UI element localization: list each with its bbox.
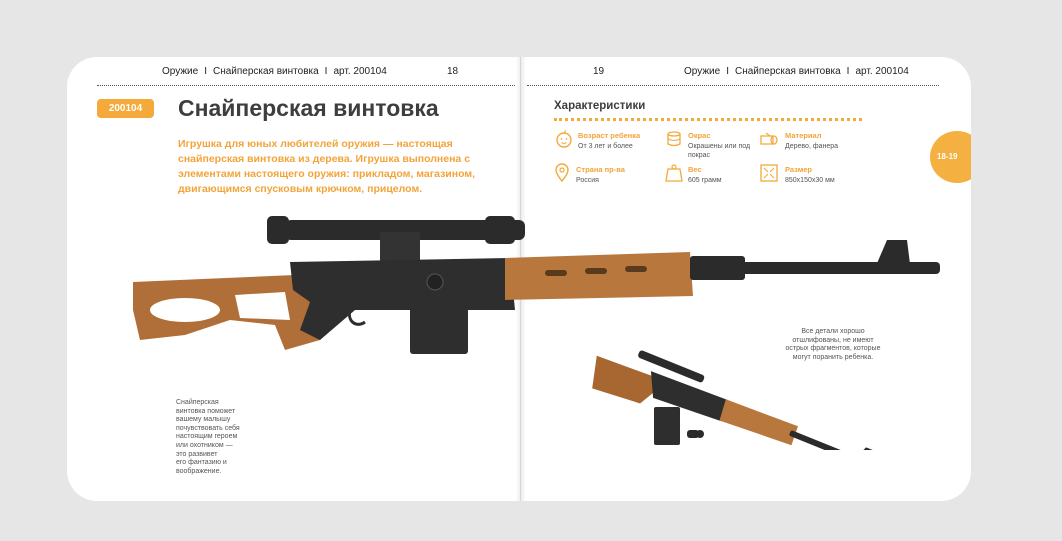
rifle-handguard	[505, 252, 693, 300]
header-product: Снайперская винтовка	[734, 66, 841, 77]
page-title: Снайперская винтовка	[178, 95, 439, 121]
weight-icon	[664, 163, 684, 183]
dimensions-icon	[759, 163, 779, 183]
article-badge: 200104	[97, 99, 154, 118]
spec-weight: Вес 605 грамм	[688, 165, 722, 184]
characteristics-title: Характеристики	[554, 100, 646, 112]
rifle-scope	[267, 216, 525, 262]
header-product: Снайперская винтовка	[212, 66, 319, 77]
spec-color: Окрас Окрашены или под покрас	[688, 131, 751, 159]
spec-age: Возраст ребенка От 3 лет и более	[578, 131, 641, 150]
spec-size: Размер 850х150х30 мм	[785, 165, 835, 184]
stock-cutout-2	[235, 292, 290, 320]
left-running-header: Оружие I Снайперская винтовка I арт. 200104	[162, 66, 387, 77]
left-header-rule	[97, 85, 515, 86]
right-header-rule	[527, 85, 939, 86]
header-article: арт. 200104	[333, 66, 387, 77]
right-running-header: Оружие I Снайперская винтовка I арт. 200104	[684, 66, 909, 77]
front-sight	[875, 240, 911, 272]
paint-cans-icon	[664, 129, 684, 149]
lead-paragraph: Игрушка для юных любителей оружия — настоящая снайперская винтовка из дерева. Игрушка выполнена с элементами настоящего оружия: прикладом, магазином, двигающимся спусковым крючком, прицелом.	[178, 138, 476, 195]
characteristics-rule	[554, 118, 862, 121]
page-tab-label: 18-19	[937, 152, 958, 161]
right-caption: Все детали хорошо отшлифованы, не имеют острых фрагментов, которые могут поранить ребенка.	[785, 328, 881, 361]
right-page-number: 19	[593, 66, 605, 77]
header-section: Оружие	[162, 66, 199, 77]
rifle-receiver	[290, 258, 515, 340]
baby-face-icon	[554, 129, 574, 149]
location-pin-icon	[554, 163, 570, 183]
rifle-magazine	[410, 302, 468, 354]
magazine-photo	[652, 405, 712, 450]
header-article: арт. 200104	[855, 66, 909, 77]
header-section: Оружие	[684, 66, 721, 77]
left-caption: Снайперская винтовка поможет вашему малышу почувствовать себя настоящим героем или охотником — это развивет его фантазию и воображение.	[176, 399, 240, 475]
spec-material: Материал Дерево, фанера	[785, 131, 839, 150]
stock-cutout	[150, 298, 220, 322]
left-page-number: 18	[447, 66, 459, 77]
spec-country: Страна пр-ва Россия	[576, 165, 625, 184]
wood-log-icon	[758, 129, 780, 149]
